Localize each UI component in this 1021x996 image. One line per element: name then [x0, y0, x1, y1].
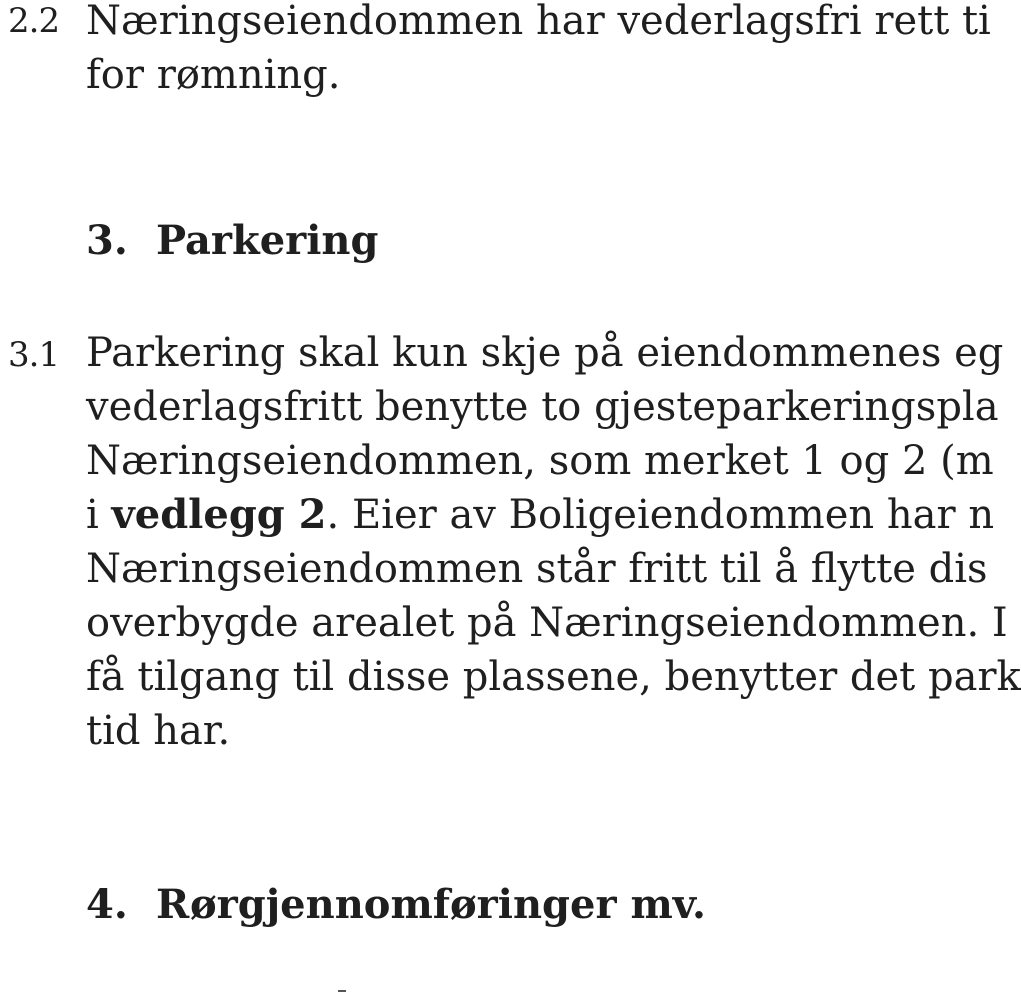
- line-4-prefix: i: [86, 492, 112, 538]
- section-heading-4: [86, 878, 706, 932]
- paragraph-number-2-2: 2.2: [8, 1, 60, 41]
- paragraph-number-3-1: 3.1: [8, 335, 60, 375]
- section-number-3: 3.: [86, 217, 128, 264]
- line-4-suffix: . Eier av Boligeiendommen har n: [326, 492, 995, 538]
- paragraph-2-2: [86, 0, 991, 102]
- section-title-3: Parkering: [156, 217, 379, 264]
- paragraph-2-2-line-2: for rømning.: [86, 52, 341, 98]
- paragraph-3-1-line-6: overbygde arealet på Næringseiendommen. I: [86, 600, 1008, 646]
- section-number-4: 4.: [86, 881, 128, 928]
- paragraph-3-1: [86, 326, 1021, 758]
- paragraph-3-1-line-8: tid har.: [86, 708, 231, 754]
- section-heading-3: [86, 214, 378, 268]
- cut-off-text-fragment: [338, 990, 346, 992]
- paragraph-3-1-line-1: Parkering skal kun skje på eiendommenes eg: [86, 330, 1004, 376]
- paragraph-3-1-line-3: Næringseiendommen, som merket 1 og 2 (m: [86, 438, 994, 484]
- paragraph-3-1-line-7: få tilgang til disse plassene, benytter det park: [86, 654, 1021, 700]
- paragraph-3-1-line-4: [86, 488, 1021, 542]
- paragraph-3-1-line-5: Næringseiendommen står fritt til å flytte dis: [86, 546, 988, 592]
- paragraph-2-2-line-1: Næringseiendommen har vederlagsfri rett ti: [86, 0, 991, 44]
- section-title-4: Rørgjennomføringer mv.: [156, 881, 706, 928]
- paragraph-3-1-line-2: vederlagsfritt benytte to gjesteparkeringspla: [86, 384, 999, 430]
- appendix-reference: vedlegg 2: [111, 491, 327, 538]
